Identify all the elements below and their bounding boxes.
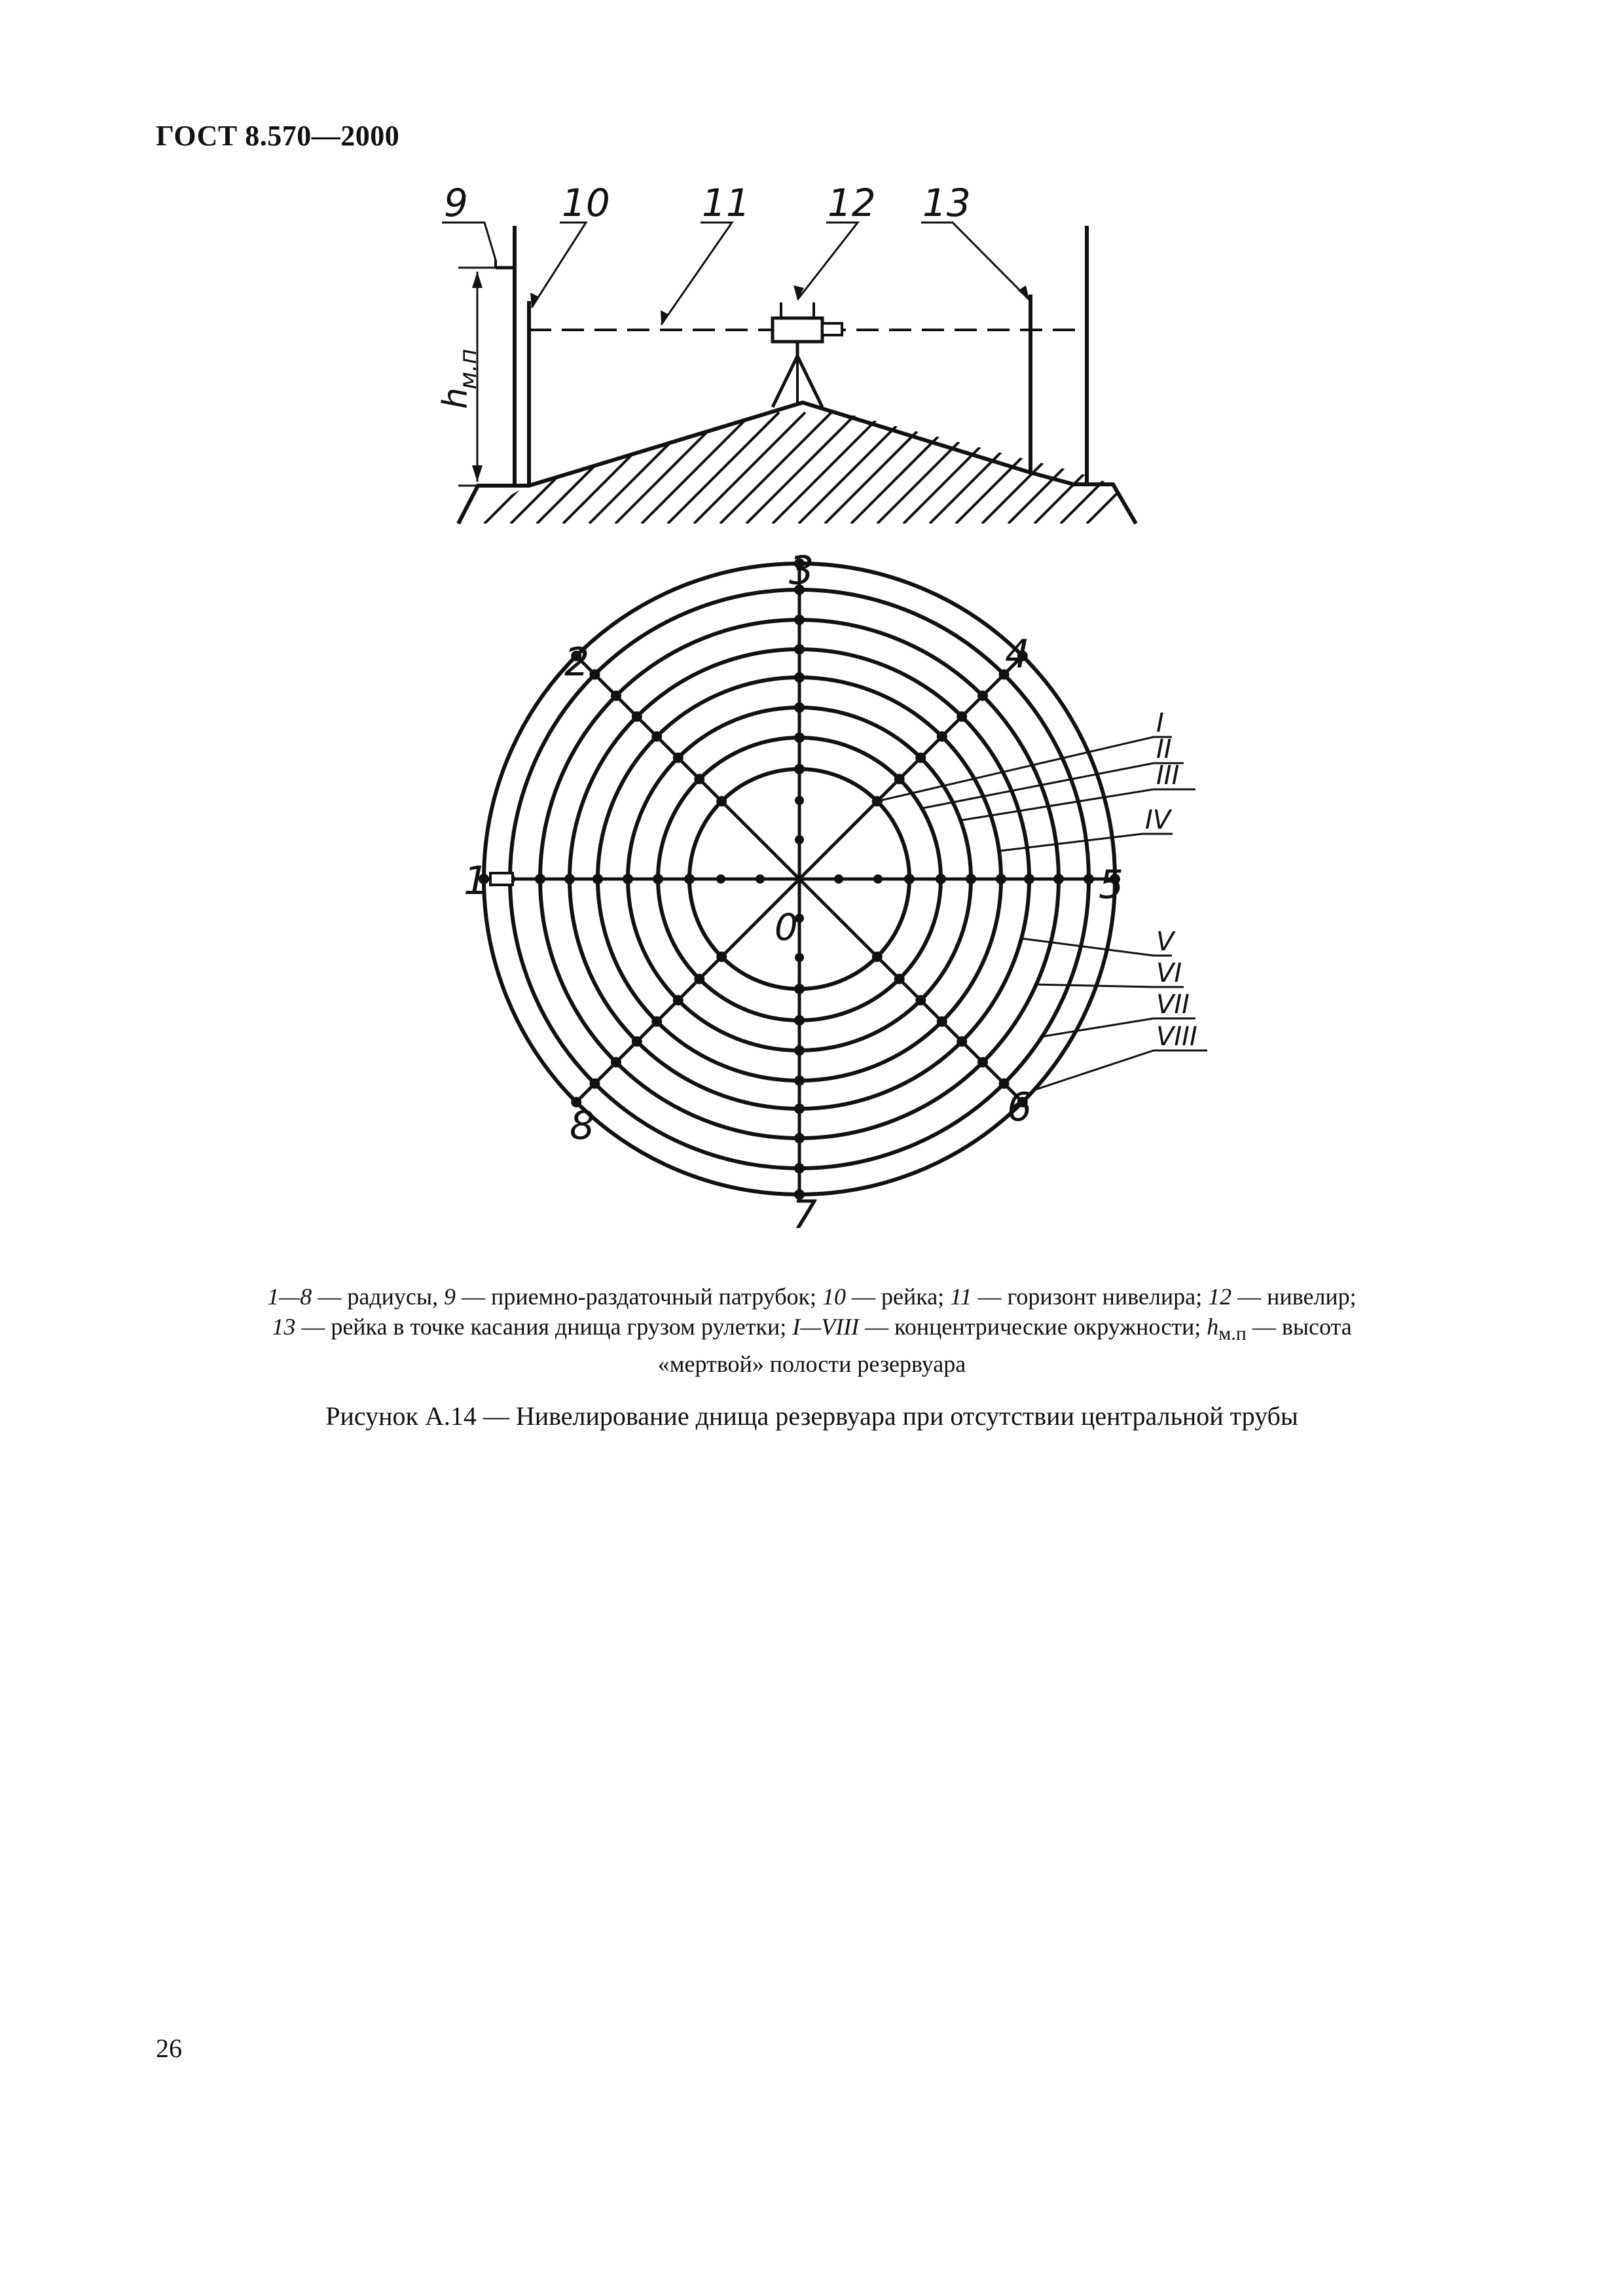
measurement-point: [651, 731, 662, 742]
label-10: 10: [562, 181, 610, 225]
measurement-point: [904, 874, 915, 884]
measurement-point: [716, 874, 725, 884]
label-13: 13: [922, 181, 971, 225]
legend-line-1: 1—8 — радиусы, 9 — приемно-раздаточный патрубок; 10 — рейка; 11 — горизонт нивелира; 12 — нивелир;: [267, 1283, 1357, 1310]
ring-label: VI: [1156, 958, 1182, 988]
measurement-point: [937, 731, 947, 742]
measurement-point: [794, 615, 805, 625]
measurement-point: [653, 874, 663, 884]
legend-line-3: «мертвой» полости резервуара: [657, 1351, 966, 1378]
measurement-point: [894, 974, 905, 984]
measurement-point: [794, 984, 805, 994]
measurement-point: [589, 1079, 600, 1089]
measurement-point: [873, 874, 883, 884]
tank-section: [442, 223, 1198, 524]
radius-line: [799, 879, 1023, 1102]
measurement-point: [1084, 874, 1094, 884]
radius-label-6: 6: [1007, 1085, 1032, 1130]
ring-label: VII: [1156, 990, 1190, 1020]
level-eyepiece: [822, 323, 842, 335]
leader-10: [532, 223, 586, 308]
measurement-point: [632, 711, 642, 722]
measurement-point: [894, 774, 905, 784]
measurement-point: [564, 874, 575, 884]
measurement-point: [977, 1057, 988, 1067]
measurement-point: [632, 1036, 642, 1047]
h-label: [436, 349, 482, 409]
leader-13: [921, 223, 1029, 300]
svg-text:h: h: [436, 387, 475, 409]
ring-label: I: [1156, 708, 1164, 738]
measurement-point: [694, 774, 704, 784]
measurement-point: [611, 1057, 621, 1067]
measurement-point: [716, 796, 727, 806]
level-body: [773, 318, 822, 342]
measurement-point: [794, 732, 805, 743]
plan-nozzle: [490, 873, 513, 885]
measurement-point: [716, 952, 727, 962]
ring-label: VIII: [1156, 1022, 1197, 1052]
measurement-point: [794, 672, 805, 683]
measurement-point: [794, 1015, 805, 1026]
measurement-point: [795, 953, 804, 962]
measurement-point: [684, 874, 695, 884]
ring-label: II: [1156, 734, 1172, 764]
document-header: ГОСТ 8.570—2000: [156, 120, 400, 152]
radius-line: [799, 656, 1023, 879]
ring-label: V: [1156, 927, 1175, 957]
figure-caption: Рисунок А.14 — Нивелирование днища резервуара при отсутствии центральной трубы: [325, 1401, 1298, 1431]
measurement-point: [1024, 874, 1034, 884]
measurement-point: [996, 874, 1006, 884]
label-11: 11: [702, 181, 750, 225]
measurement-point: [915, 753, 926, 763]
measurement-point: [794, 1045, 805, 1056]
measurement-point: [977, 691, 988, 701]
radius-label-7: 7: [792, 1192, 818, 1238]
measurement-point: [795, 835, 804, 844]
figure-legend: [196, 1282, 1427, 1379]
measurement-point: [966, 874, 976, 884]
measurement-point: [623, 874, 633, 884]
measurement-point: [756, 874, 765, 884]
measurement-point: [651, 1016, 662, 1027]
label-9: 9: [444, 181, 468, 225]
measurement-point: [937, 1016, 947, 1027]
ring-labels: [1145, 708, 1197, 1052]
measurement-point: [795, 796, 804, 805]
measurement-point: [794, 1163, 805, 1174]
measurement-point: [794, 1103, 805, 1114]
measurement-point: [593, 874, 603, 884]
measurement-point: [794, 1133, 805, 1143]
measurement-point: [915, 995, 926, 1005]
measurement-point: [535, 874, 545, 884]
measurement-point: [794, 644, 805, 655]
radius-label-8: 8: [570, 1103, 595, 1149]
measurement-point: [834, 874, 843, 884]
radius-label-4: 4: [1005, 632, 1030, 677]
measurement-point: [872, 952, 883, 962]
center-label: 0: [775, 906, 798, 949]
measurement-point: [957, 711, 967, 722]
h-subscript: м.п: [455, 348, 482, 389]
measurement-point: [794, 1075, 805, 1086]
leader-12: [797, 223, 858, 300]
radius-line: [576, 879, 799, 1102]
ring-label: III: [1156, 761, 1180, 791]
radius-label-5: 5: [1099, 862, 1124, 908]
page-number: 26: [156, 2034, 182, 2063]
measurement-point: [794, 702, 805, 713]
leader-9: [442, 223, 496, 260]
label-12: 12: [828, 181, 876, 225]
measurement-point: [673, 753, 684, 763]
measurement-point: [936, 874, 946, 884]
measurement-point: [1053, 874, 1064, 884]
ring-label: IV: [1145, 805, 1171, 835]
measurement-point: [589, 669, 600, 679]
measurement-point: [957, 1036, 967, 1047]
ring-leader: [1021, 939, 1172, 956]
ring-leader: [922, 763, 1184, 808]
measurement-point: [694, 974, 704, 984]
radius-label-1: 1: [464, 858, 489, 904]
radius-line: [576, 656, 799, 879]
measurement-point: [794, 764, 805, 774]
measurement-point: [673, 995, 684, 1005]
leader-11: [661, 223, 732, 325]
legend-line-2: 13 — рейка в точке касания днища грузом рулетки; I—VIII — концентрические окружности; $h_{м.п}$ — высота: [272, 1314, 1352, 1345]
measurement-point: [611, 691, 621, 701]
radius-label-3: 3: [789, 548, 814, 594]
radius-label-2: 2: [564, 639, 590, 685]
